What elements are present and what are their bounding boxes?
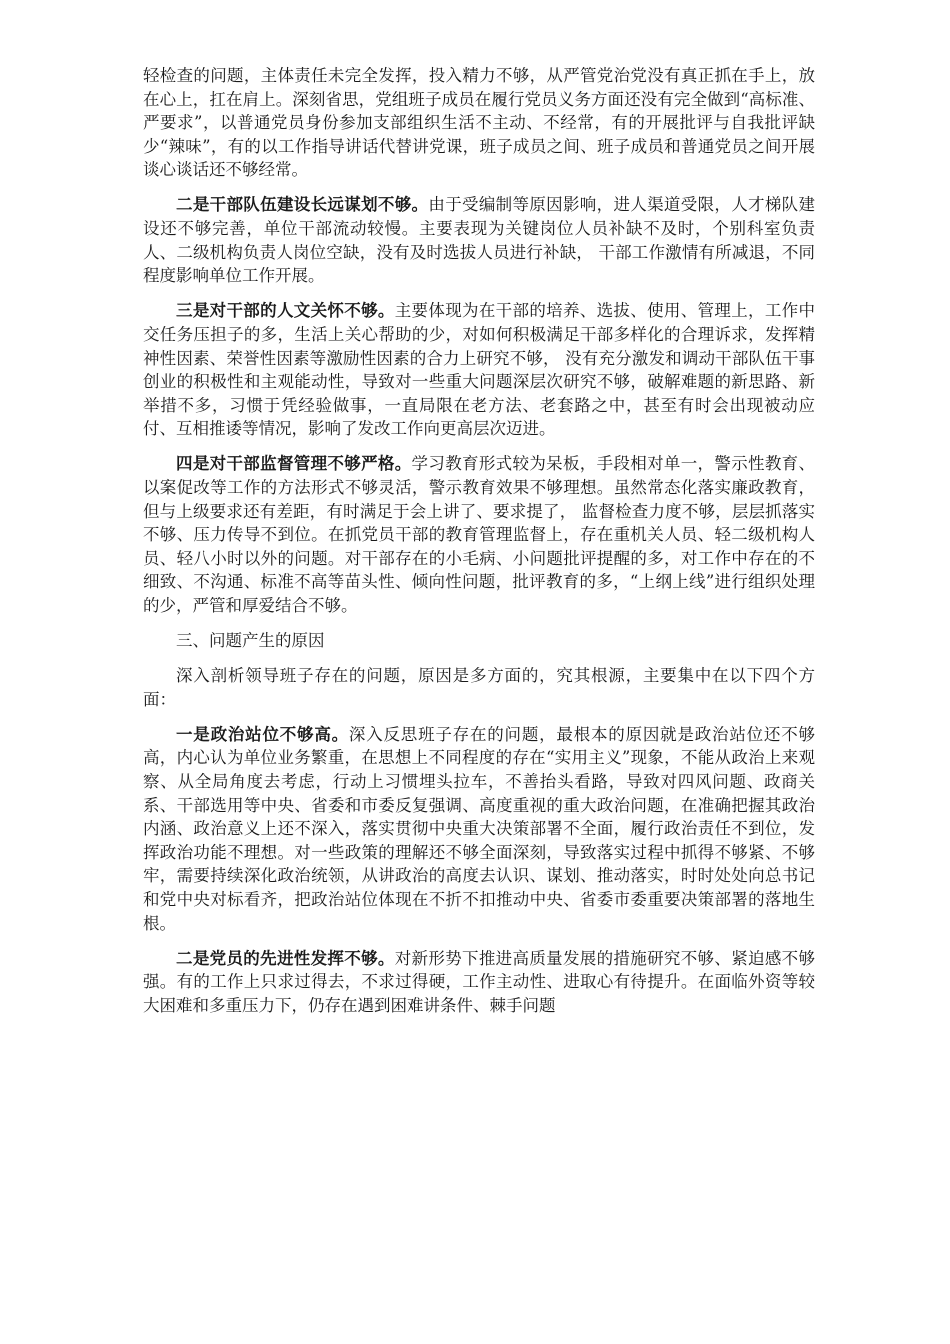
document-page xyxy=(143,64,815,1029)
paragraph-intro xyxy=(143,664,815,711)
paragraph-cadre-building xyxy=(143,193,815,287)
paragraph-text: 轻检查的问题，主体责任未完全发挥，投入精力不够，从严管党治党没有真正抓在手上，放在心上，扛在肩上。深刻省思，党组班子成员在履行党员义务方面还没有完全做到“高标准、严要求”，以普通党员身份参加支部组织生活不主动、不经常，有的开展批评与自我批评缺少“辣味”，有的以工作指导讲话代替讲党课，班子成员之间、班子成员和普通党员之间开展谈心谈话还不够经常。 xyxy=(143,66,815,180)
paragraph-supervision xyxy=(143,452,815,617)
paragraph-lead: 三是对干部的人文关怀不够。 xyxy=(176,301,395,321)
paragraph-text: 深入剖析领导班子存在的问题，原因是多方面的，究其根源，主要集中在以下四个方面： xyxy=(143,666,815,709)
paragraph-lead: 一是政治站位不够高。 xyxy=(176,724,349,744)
paragraph-text: 深入反思班子存在的问题，最根本的原因就是政治站位还不够高，内心认为单位业务繁重，在思想上不同程度的存在“实用主义”现象，不能从政治上来观察、从全局角度去考虑，行动上习惯埋头拉车，不善抬头看路，导致对四风问题、政商关系、干部选用等中央、省委和市委反复强调、高度重视的重大政治问题，在准确把握其政治内涵、政治意义上还不深入，落实贯彻中央重大决策部署不全面，履行政治责任不到位，发挥政治功能不理想。对一些政策的理解还不够全面深刻，导致落实过程中抓得不够紧、不够牢，需要持续深化政治统领，从讲政治的高度去认识、谋划、推动落实，时时处处向总书记和党中央对标看齐，把政治站位体现在不折不扣推动中央、省委市委重要决策部署的落地生根。 xyxy=(143,724,816,933)
paragraph-text: 学习教育形式较为呆板，手段相对单一，警示性教育、以案促改等工作的方法形式不够灵活，警示教育效果不够理想。虽然常态化落实廉政教育，但与上级要求还有差距，有时满足于会上讲了、要求提了， 监督检查力度不够，层层抓落实不够、压力传导不到位。在抓党员干部的教育管理监督上，存在重机关人员、轻二级机构人员、轻八小时以外的问题。对干部存在的小毛病、小问题批评提醒的多，对工作中存在的不细致、不沟通、标准不高等苗头性、倾向性问题，批评教育的多，“上纲上线”进行组织处理的少，严管和厚爱结合不够。 xyxy=(143,454,816,615)
paragraph-text: 主要体现为在干部的培养、选拔、使用、管理上，工作中交任务压担子的多，生活上关心帮助的少，对如何积极满足干部多样化的合理诉求，发挥精神性因素、荣誉性因素等激励性因素的合力上研究不够， 没有充分激发和调动干部队伍干事创业的积极性和主观能动性，导致对一些重大问题深层次研究不够，破解难题的新思路、新举措不多，习惯于凭经验做事，一直局限在老方法、老套路之中，甚至有时会出现被动应付、互相推诿等情况，影响了发改工作向更高层次迈进。 xyxy=(143,301,816,439)
paragraph-continuation xyxy=(143,64,815,182)
paragraph-lead: 四是对干部监督管理不够严格。 xyxy=(176,454,412,474)
paragraph-party-member xyxy=(143,947,815,1018)
paragraph-lead: 二是干部队伍建设长远谋划不够。 xyxy=(176,195,429,215)
paragraph-text: 由于受编制等原因影响，进人渠道受限，人才梯队建设还不够完善，单位干部流动较慢。主要表现为关键岗位人员补缺不及时，个别科室负责人、二级机构负责人岗位空缺，没有及时选拔人员进行补缺， 干部工作激情有所减退，不同程度影响单位工作开展。 xyxy=(143,195,816,286)
paragraph-political-stance xyxy=(143,723,815,935)
paragraph-humanistic-care xyxy=(143,299,815,441)
paragraph-text: 对新形势下推进高质量发展的措施研究不够、紧迫感不够强。有的工作上只求过得去，不求过得硬，工作主动性、进取心有待提升。在面临外资等较大困难和多重压力下，仍存在遇到困难讲条件、棘手问题 xyxy=(143,948,816,1015)
section-heading: 三、问题产生的原因 xyxy=(176,631,325,651)
paragraph-lead: 二是党员的先进性发挥不够。 xyxy=(176,948,395,968)
